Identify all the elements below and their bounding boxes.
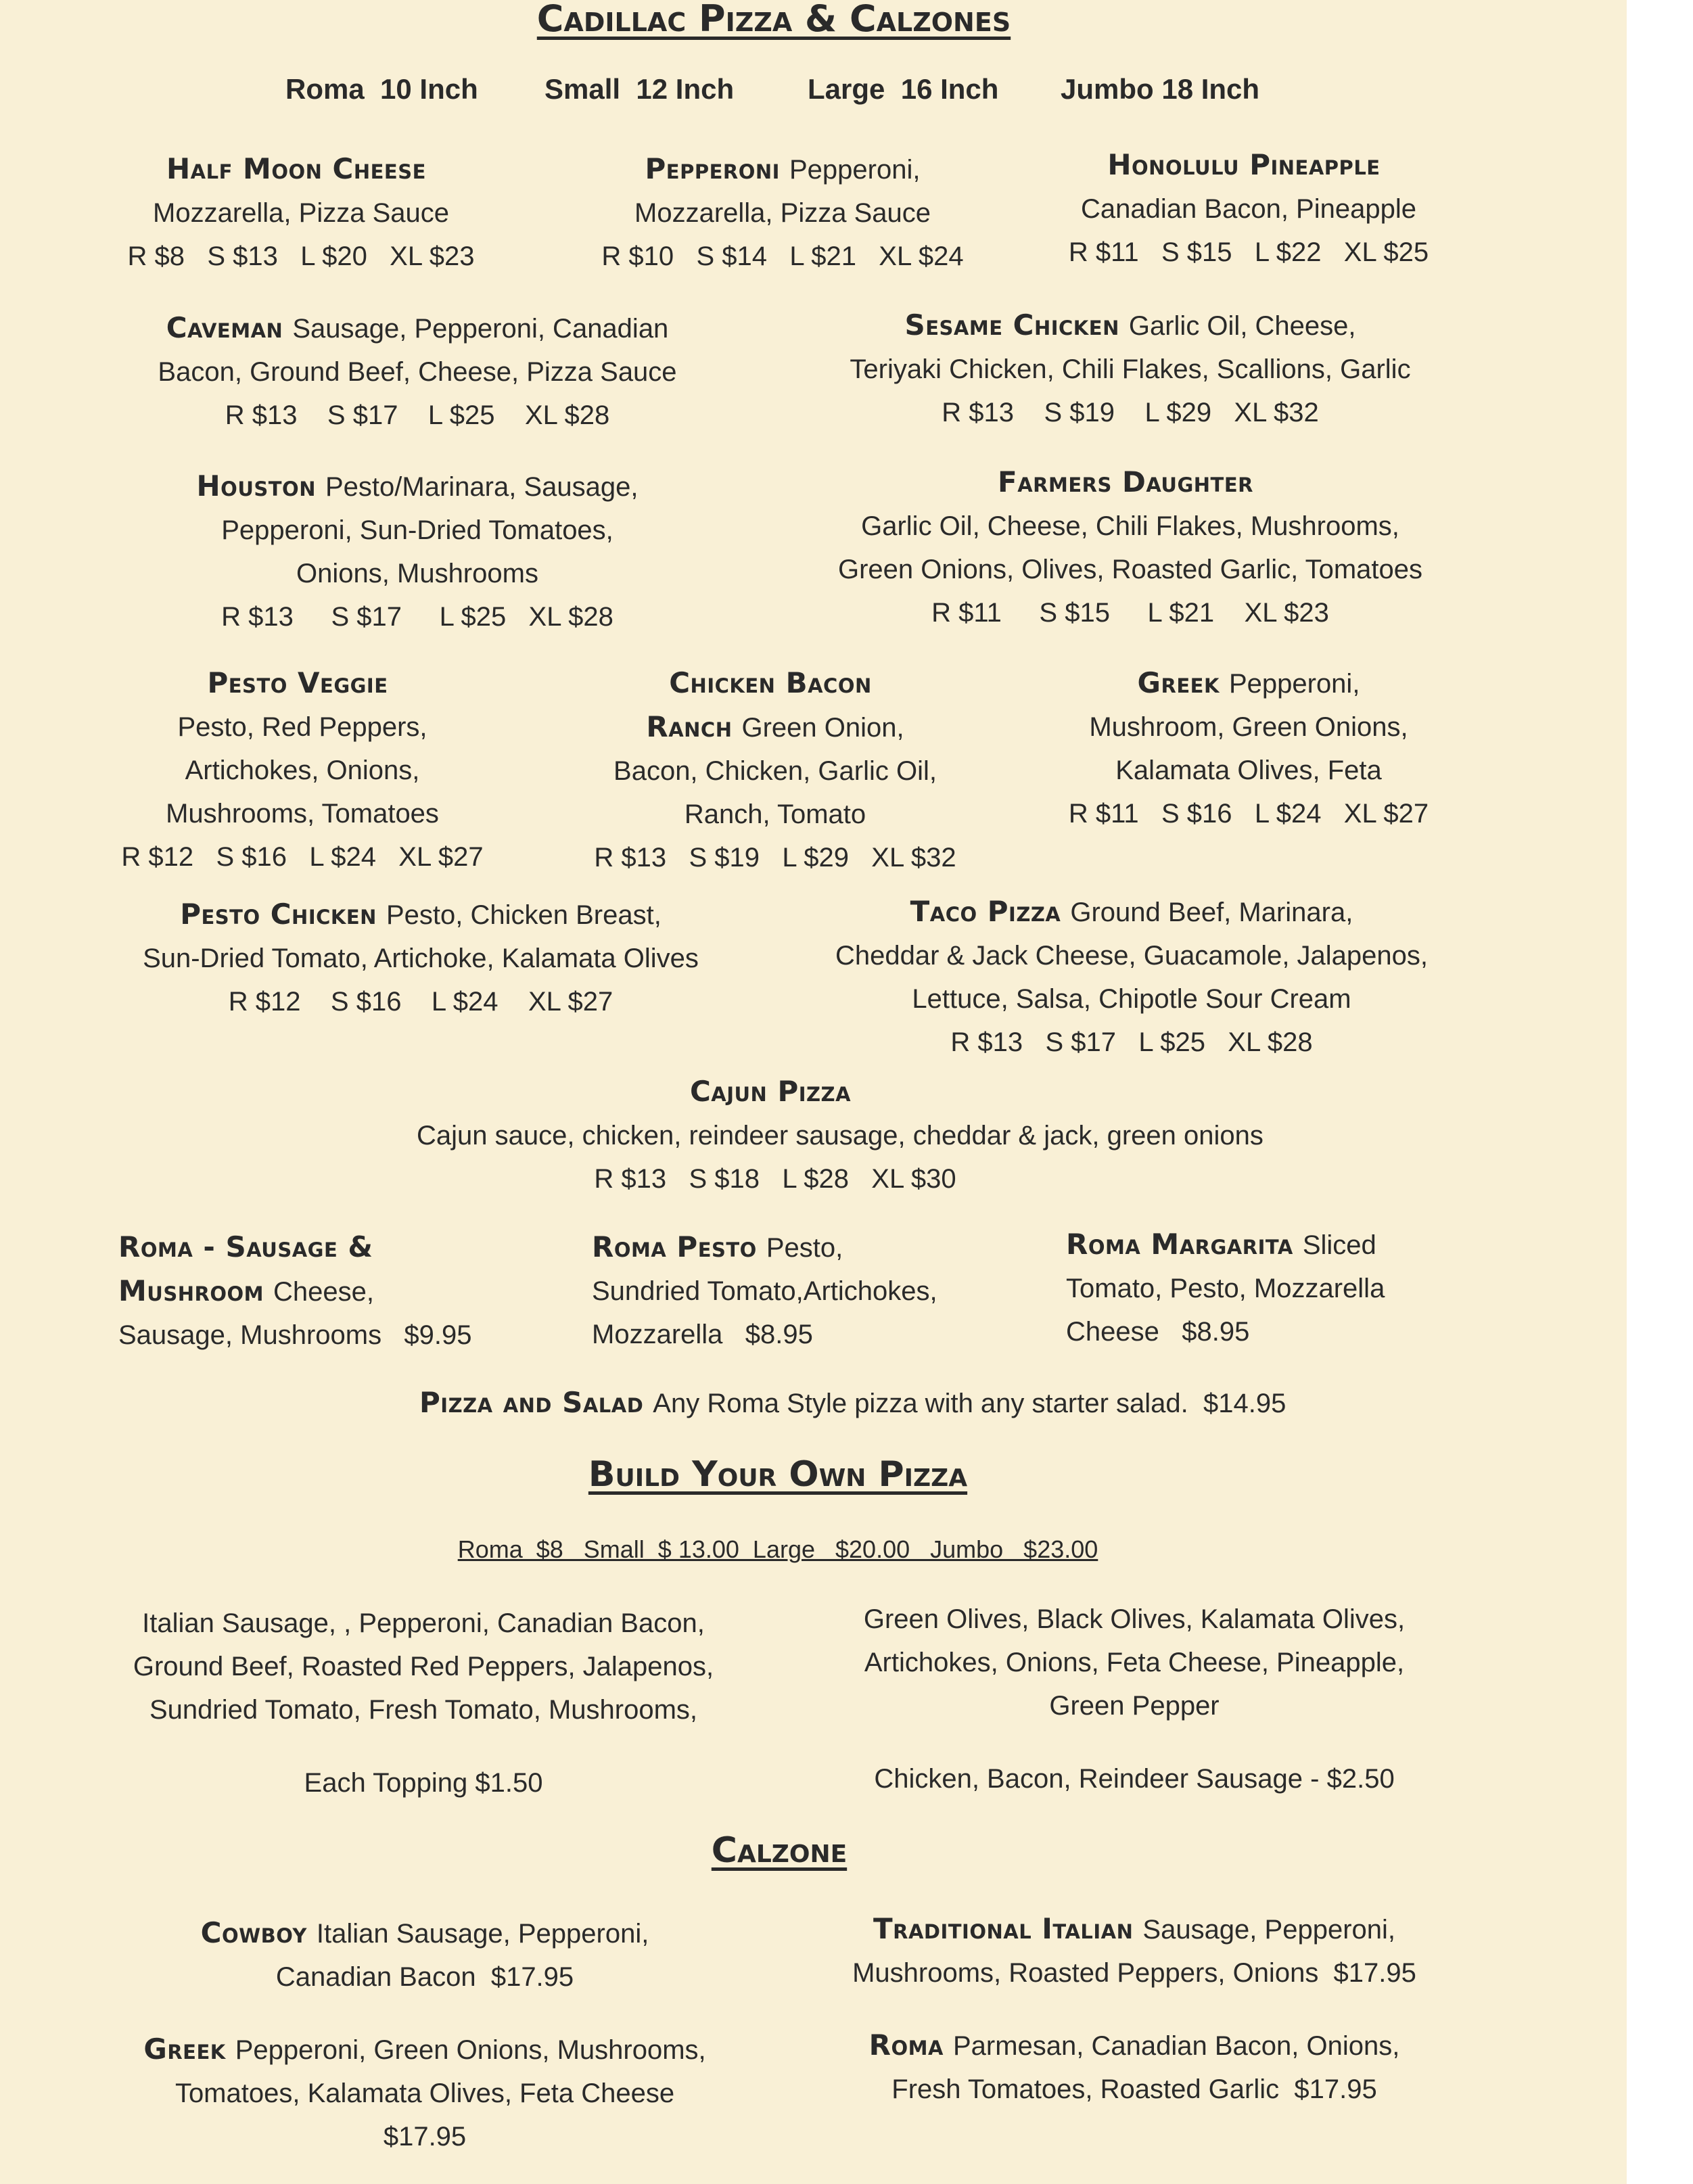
menu-item-line — [1066, 1267, 1693, 1310]
menu-item-text: Pesto, — [766, 1233, 843, 1263]
menu-item-line — [417, 1114, 1263, 1157]
menu-item-text: R $12 S $16 L $24 XL $27 — [121, 842, 484, 872]
menu-item-text: R $13 S $17 L $25 XL $28 — [950, 1027, 1313, 1057]
menu-item-line — [59, 552, 776, 595]
menu-item-text: Pepperoni, Sun-Dried Tomatoes, — [221, 515, 613, 545]
menu-item-text: Artichokes, Onions, Feta Cheese, Pineapple, — [864, 1648, 1405, 1677]
size-small: Small 12 Inch — [544, 73, 735, 105]
menu-item-text: $17.95 — [383, 2122, 467, 2152]
menu-item-name: Greek — [1137, 666, 1220, 699]
menu-item — [776, 1757, 1493, 1800]
menu-item-line — [65, 1645, 782, 1688]
menu-item-text: Pesto, Chicken Breast, — [386, 900, 662, 930]
menu-item-text: Sun-Dried Tomato, Artichoke, Kalamata Olives — [143, 944, 699, 973]
menu-item-name: Traditional Italian — [873, 1912, 1134, 1945]
menu-item-text: Onions, Mushrooms — [296, 559, 538, 588]
menu-item-name: Sesame Chicken — [904, 308, 1119, 342]
menu-item-line — [59, 465, 776, 509]
menu-item-text: R $13 S $17 L $25 XL $28 — [221, 602, 613, 632]
menu-item — [66, 1911, 783, 1999]
menu-item-line — [66, 2115, 783, 2158]
menu-item — [59, 465, 776, 638]
menu-item-name: Pizza and Salad — [419, 1386, 644, 1419]
menu-item-text: Mushroom, Green Onions, — [1089, 712, 1408, 742]
menu-item-line — [772, 391, 1489, 434]
menu-item-name: Roma Margarita — [1066, 1228, 1293, 1261]
menu-item-text: Sausage, Mushrooms $9.95 — [118, 1320, 472, 1350]
menu-item-text: Cheese $8.95 — [1066, 1317, 1250, 1347]
build-your-own-prices: Roma $8 Small $ 13.00 Large $20.00 Jumbo $23.00 — [457, 1535, 1098, 1563]
menu-item-text: Fresh Tomatoes, Roasted Garlic $17.95 — [891, 2074, 1377, 2104]
menu-item-line — [66, 1955, 783, 1999]
menu-item — [65, 1761, 782, 1805]
menu-item — [772, 461, 1489, 634]
menu-item-text: Sliced — [1302, 1230, 1376, 1260]
menu-item-line — [65, 1688, 782, 1732]
menu-item-text: Mozzarella, Pizza Sauce — [153, 198, 449, 228]
menu-item-line — [772, 548, 1489, 591]
menu-item-text: Mushrooms, Roasted Peppers, Onions $17.95 — [852, 1958, 1416, 1988]
menu-item-text: Pesto/Marinara, Sausage, — [325, 472, 639, 502]
menu-item-name: Taco Pizza — [910, 895, 1061, 928]
menu-item-line — [890, 705, 1607, 749]
menu-item-name: Roma — [868, 2028, 944, 2062]
menu-item — [1066, 1223, 1693, 1353]
menu-item-line — [776, 1684, 1493, 1727]
menu-item-line — [776, 1598, 1493, 1641]
menu-item-name: Half Moon Cheese — [166, 152, 426, 185]
menu-item-line — [890, 187, 1607, 231]
menu-item-text: Tomatoes, Kalamata Olives, Feta Cheese — [175, 2078, 675, 2108]
menu-item-line — [776, 1907, 1493, 1951]
menu-item-name: Greek — [143, 2032, 226, 2066]
menu-item — [890, 661, 1607, 835]
menu-item-line — [772, 348, 1489, 391]
menu-item-line — [773, 890, 1490, 934]
menu-item-line — [417, 1070, 1134, 1114]
menu-item-text: R $13 S $18 L $28 XL $30 — [594, 1164, 956, 1194]
menu-item-name: Cowboy — [200, 1916, 307, 1949]
menu-item-text: Garlic Oil, Cheese, — [1128, 311, 1356, 341]
menu-item — [776, 1907, 1493, 1995]
menu-item-name: Honolulu Pineapple — [1107, 148, 1381, 181]
menu-item-line — [890, 231, 1607, 274]
menu-item — [66, 2028, 783, 2158]
menu-item-text: Italian Sausage, Pepperoni, — [316, 1919, 649, 1949]
menu-item-text: Kalamata Olives, Feta — [1115, 756, 1382, 785]
menu-item-line — [772, 304, 1489, 348]
menu-item-text: Green Onions, Olives, Roasted Garlic, Tomatoes — [837, 555, 1423, 584]
menu-item-name: Cajun Pizza — [689, 1075, 852, 1108]
menu-item — [776, 2024, 1493, 2111]
menu-item — [59, 306, 776, 437]
menu-item — [419, 1381, 1286, 1425]
menu-item-text: Mozzarella $8.95 — [592, 1320, 813, 1349]
menu-item-text: Sundried Tomato, Fresh Tomato, Mushrooms, — [149, 1695, 697, 1725]
menu-item-text: Cheddar & Jack Cheese, Guacamole, Jalapenos, — [835, 941, 1429, 971]
menu-item-text: Artichokes, Onions, — [185, 756, 420, 785]
menu-item-line — [62, 937, 779, 980]
menu-item-text: Parmesan, Canadian Bacon, Onions, — [952, 2031, 1400, 2061]
menu-title: Cadillac Pizza & Calzones — [536, 0, 1011, 40]
calzone-heading: Calzone — [711, 1830, 848, 1871]
menu-item-name: Roma - Sausage & — [118, 1230, 373, 1263]
menu-item-text: Green Pepper — [1049, 1691, 1220, 1721]
menu-item-line — [59, 394, 776, 437]
menu-item-line — [59, 509, 776, 552]
menu-item-text: Chicken, Bacon, Reindeer Sausage - $2.50 — [874, 1764, 1395, 1794]
menu-item-text: Lettuce, Salsa, Chipotle Sour Cream — [912, 984, 1351, 1014]
menu-item-text: Mushrooms, Tomatoes — [166, 799, 439, 829]
menu-item-line — [890, 792, 1607, 835]
size-jumbo: Jumbo 18 Inch — [1061, 73, 1260, 105]
menu-item-line — [773, 1021, 1490, 1064]
menu-item-text: R $13 S $19 L $29 XL $32 — [942, 398, 1319, 427]
menu-item-line — [62, 980, 779, 1023]
menu-item-line — [773, 934, 1490, 977]
menu-item-text: R $12 S $16 L $24 XL $27 — [228, 987, 613, 1017]
menu-item-line — [59, 306, 776, 350]
menu-item-line — [773, 977, 1490, 1021]
menu-item — [772, 304, 1489, 434]
menu-item-line — [66, 1911, 783, 1955]
menu-item-line — [890, 749, 1607, 792]
menu-item-line — [1066, 1223, 1693, 1267]
menu-item-text: Pesto, Red Peppers, — [177, 712, 427, 742]
menu-item-line — [65, 1761, 782, 1805]
menu-item-text: Cheese, — [273, 1277, 374, 1307]
menu-item-text: Bacon, Ground Beef, Cheese, Pizza Sauce — [158, 357, 677, 387]
menu-item-name: Chicken Bacon — [669, 666, 872, 699]
menu-item-text: Mozzarella, Pizza Sauce — [634, 198, 931, 228]
menu-item-text: Green Onion, — [741, 713, 904, 743]
menu-item-text: Pepperoni, — [1228, 669, 1360, 699]
build-your-own-heading: Build Your Own Pizza — [588, 1454, 968, 1495]
menu-item-line — [776, 1641, 1493, 1684]
menu-item-text: Each Topping $1.50 — [304, 1768, 543, 1798]
menu-item-text: Any Roma Style pizza with any starter salad. $14.95 — [653, 1389, 1286, 1418]
menu-item-text: R $11 S $15 L $22 XL $25 — [1068, 237, 1429, 267]
menu-item-line — [776, 2024, 1493, 2068]
menu-item — [776, 1598, 1493, 1727]
menu-item-text: R $11 S $16 L $24 XL $27 — [1068, 799, 1429, 829]
menu-item-name: Mushroom — [118, 1274, 264, 1307]
menu-item — [773, 890, 1490, 1064]
menu-item-line — [772, 505, 1489, 548]
menu-item-line — [65, 1602, 782, 1645]
menu-item — [65, 1602, 782, 1732]
menu-item-name: Pesto Chicken — [180, 898, 377, 931]
menu-item-name: Houston — [196, 469, 316, 503]
menu-item-text: Bacon, Chicken, Garlic Oil, — [613, 756, 937, 786]
menu-item-line — [419, 1381, 1286, 1425]
menu-item-text: Pepperoni, Green Onions, Mushrooms, — [235, 2035, 706, 2065]
menu-item-text: Ground Beef, Marinara, — [1070, 898, 1353, 927]
menu-item-line — [417, 836, 1134, 879]
menu-item-text: Green Olives, Black Olives, Kalamata Olives, — [863, 1604, 1406, 1634]
menu-item-name: Pesto Veggie — [207, 666, 388, 699]
menu-item-text: Italian Sausage, , Pepperoni, Canadian Bacon, — [142, 1608, 705, 1638]
menu-item-text: Ground Beef, Roasted Red Peppers, Jalapenos, — [133, 1652, 714, 1681]
menu-item-line — [776, 1757, 1493, 1800]
menu-item-text: Cajun sauce, chicken, reindeer sausage, cheddar & jack, green onions — [417, 1121, 1263, 1151]
size-large: Large 16 Inch — [808, 73, 999, 105]
menu-item-text: Tomato, Pesto, Mozzarella — [1066, 1274, 1385, 1303]
menu-item-line — [772, 461, 1489, 505]
menu-item-line — [59, 350, 776, 394]
menu-item — [62, 893, 779, 1023]
menu-item-text: Garlic Oil, Cheese, Chili Flakes, Mushrooms, — [861, 511, 1399, 541]
menu-item-name: Pepperoni — [645, 152, 780, 185]
menu-item-text: Canadian Bacon, Pineapple — [1081, 194, 1416, 224]
menu-item-text: R $13 S $17 L $25 XL $28 — [225, 400, 610, 430]
menu-item-text: Canadian Bacon $17.95 — [275, 1962, 574, 1992]
menu-item-text: R $8 S $13 L $20 XL $23 — [127, 241, 475, 271]
menu-item-name: Farmers Daughter — [998, 465, 1253, 498]
menu-item-line — [776, 1951, 1493, 1995]
menu-item-line — [62, 893, 779, 937]
menu-item-line — [890, 661, 1607, 705]
menu-item-text: Sausage, Pepperoni, Canadian — [292, 314, 669, 344]
menu-item-line — [417, 1157, 1134, 1201]
menu-item-line — [772, 591, 1489, 634]
menu-item-line — [890, 143, 1607, 187]
menu-item-name: Roma Pesto — [592, 1230, 757, 1263]
size-roma: Roma 10 Inch — [285, 73, 478, 105]
menu-item-line — [66, 2028, 783, 2072]
menu-item-name: Caveman — [166, 311, 283, 344]
menu-item-text: Sundried Tomato,Artichokes, — [592, 1276, 937, 1306]
menu-item-name: Ranch — [646, 710, 733, 743]
menu-item-text: R $11 S $15 L $21 XL $23 — [931, 598, 1329, 628]
menu-item-line — [776, 2068, 1493, 2111]
menu-item-text: Teriyaki Chicken, Chili Flakes, Scallions, Garlic — [850, 354, 1411, 384]
menu-item-text: Sausage, Pepperoni, — [1142, 1915, 1396, 1945]
menu-item-text: R $13 S $19 L $29 XL $32 — [594, 843, 956, 873]
menu-item — [890, 143, 1607, 274]
menu-item-text: Ranch, Tomato — [684, 799, 866, 829]
menu-item-line — [66, 2072, 783, 2115]
menu-item-text: Pepperoni, — [789, 155, 921, 185]
menu-item-line — [59, 595, 776, 638]
menu-item-text: R $10 S $14 L $21 XL $24 — [601, 241, 964, 271]
menu-item-line — [1066, 1310, 1693, 1353]
menu-item — [417, 1070, 1263, 1201]
